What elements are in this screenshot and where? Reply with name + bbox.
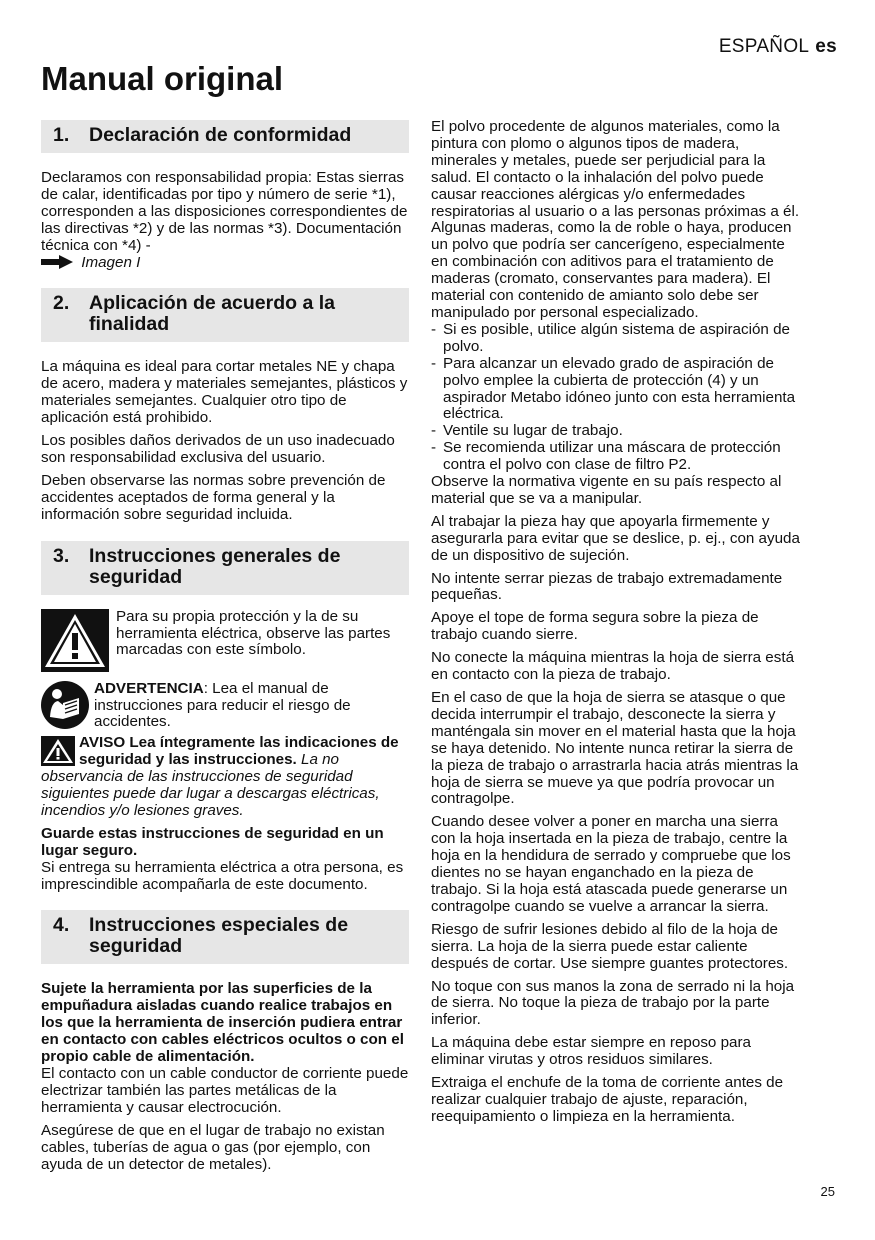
- list-item: - Para alcanzar un elevado grado de aspiración de polvo emplee la cubierta de protección (4) y un aspirador Metabo idóneo junto con esta herramienta eléctrica.: [431, 354, 796, 423]
- image-reference: Imagen I: [81, 253, 141, 271]
- liability-text: Los posibles daños derivados de un uso inadecuado son responsabilidad exclusiva del usuario.: [41, 432, 395, 466]
- section-title: Aplicación de acuerdo a la finalidad: [89, 292, 335, 336]
- section-number: 3.: [53, 544, 70, 567]
- arrow-right-icon: [41, 255, 73, 269]
- section-title: Instrucciones generales de seguridad: [89, 544, 341, 588]
- safety-symbol-note: [41, 609, 409, 672]
- section-heading-2: [41, 288, 409, 342]
- safety-symbol-text: Para su propia protección y la de su herramienta eléctrica, observe las partes marcadas con este símbolo.: [116, 607, 391, 659]
- language-indicator: [719, 36, 837, 58]
- language-name: ESPAÑOL: [718, 36, 810, 57]
- list-item: - Ventile su lugar de trabajo.: [431, 422, 623, 440]
- warning-triangle-icon: [41, 736, 75, 766]
- section-number: 1.: [53, 124, 70, 146]
- intended-use-text: La máquina es ideal para cortar metales NE y chapa de acero, madera y materiales semejantes, plásticos y materiales semejantes. Cualquier otro tipo de aplicación está prohibido.: [41, 358, 408, 427]
- language-code: es: [815, 36, 837, 57]
- blade-injury-text: Riesgo de sufrir lesiones debido al filo de la hoja de sierra. La hoja de la sierra puede estar caliente después de cortar. Use siempre guantes protectores.: [431, 920, 789, 972]
- regulations-note: Observe la normativa vigente en su país respecto al material que se va a manipular.: [431, 473, 782, 507]
- section-heading-3: [41, 541, 409, 595]
- section-heading-1: [41, 120, 409, 153]
- read-manual-warning: [41, 681, 409, 732]
- list-item: - Si es posible, utilice algún sistema de aspiración de polvo.: [431, 320, 790, 355]
- right-column: [431, 119, 803, 1132]
- section-number: 2.: [53, 292, 70, 315]
- page-title: Manual original: [41, 60, 284, 97]
- dust-measures-list: [431, 322, 803, 474]
- workpiece-support-text: Al trabajar la pieza hay que apoyarla firmemente y asegurarla para evitar que se deslice, p. ej., con ayuda de un dispositivo de sujeción.: [431, 512, 800, 564]
- aviso-paragraph: AVISO Lea íntegramente las indicaciones de seguridad y las instrucciones. La no observancia de las instrucciones de seguridad siguientes puede dar lugar a descargas eléctricas, incendios y/o lesiones graves.: [41, 734, 399, 819]
- warning-symbol-icon: [41, 609, 109, 672]
- section-number: 4.: [53, 914, 70, 937]
- restart-text: Cuando desee volver a poner en marcha una sierra con la hoja insertada en la pieza de trabajo, centre la hoja en la hendidura de serrado y compruebe que los dientes no se hayan enganchado en la pieza de trabajo. Si la hoja está atascada puede generarse un contragolpe cuando se vuelve a arrancar la sierra.: [431, 813, 791, 915]
- hands-warning-text: No toque con sus manos la zona de serrado ni la hoja de sierra. No toque la pieza de trabajo por la parte inferior.: [431, 977, 795, 1029]
- section-title: Declaración de conformidad: [89, 124, 352, 146]
- unplug-text: Extraiga el enchufe de la toma de corriente antes de realizar cualquier trabajo de ajuste, reparación, reequipamiento o limpieza en la herramienta.: [431, 1074, 784, 1125]
- read-manual-text: ADVERTENCIA: Lea el manual de instrucciones para reducir el riesgo de accidentes.: [94, 679, 351, 731]
- section-title: Instrucciones especiales de seguridad: [89, 914, 349, 958]
- dust-hazard-text: El polvo procedente de algunos materiales, como la pintura con plomo o algunos tipos de madera, minerales y metales, puede ser perjudicial para la salud. El contacto o la inhalación del polvo puede causar reacciones alérgicas y/o enfermedades respiratorias al usuario o a las personas próximas a él.: [431, 118, 800, 220]
- stop-text: Apoye el tope de forma segura sobre la pieza de trabajo cuando sierre.: [431, 609, 759, 644]
- left-column: [41, 119, 409, 1179]
- read-manual-icon: [41, 681, 89, 729]
- keep-instructions: Guarde estas instrucciones de seguridad en un lugar seguro. Si entrega su herramienta eléctrica a otra persona, es imprescindible acompañarla de este documento.: [41, 824, 404, 893]
- insulated-grip-paragraph: Sujete la herramienta por las superficies de la empuñadura aisladas cuando realice trabajos en los que la herramienta de inserción pudiera entrar en contacto con cables eléctricos ocultos o con el propio cable de alimentación. El contacto con un cable conductor de corriente puede electrizar también las partes metálicas de la herramienta y causar electrocución.: [41, 980, 409, 1116]
- small-pieces-text: No intente serrar piezas de trabajo extremadamente pequeñas.: [431, 569, 783, 604]
- regulations-text: Deben observarse las normas sobre prevención de accidentes aceptados de forma general y la información sobre seguridad incluida.: [41, 471, 386, 523]
- carcinogen-text: Algunas maderas, como la de roble o haya, producen un polvo que podría ser cancerígeno, especialmente en combinación con aditivos para el tratamiento de maderas (cromato, conservantes para madera). El material con contenido de amianto solo debe ser manipulado por personal especializado.: [431, 219, 792, 321]
- conformity-text: Declaramos con responsabilidad propia: Estas sierras de calar, identificadas por tipo y número de serie *1), corresponden a las disposiciones correspondientes de las directivas *2) y de las normas *3). Documentación técnica con *4) - Imagen I: [41, 169, 408, 271]
- list-item: - Se recomienda utilizar una máscara de protección contra el polvo con clase de filtro P2.: [431, 439, 781, 474]
- page-number: 25: [820, 1184, 835, 1199]
- blade-jam-text: En el caso de que la hoja de sierra se atasque o que decida interrumpir el trabajo, desconecte la sierra y manténgala sin mover en el material hasta que la hoja se haya detenido. No intente nunca retirar la sierra de la pieza de trabajo o arrastrarla hacia atrás mientras la hoja de sierra se mueve ya que podría provocar un contragolpe.: [431, 689, 799, 808]
- section-heading-4: [41, 910, 409, 964]
- machine-rest-text: La máquina debe estar siempre en reposo para eliminar virutas y otros residuos similares.: [431, 1034, 751, 1069]
- hidden-cables-paragraph: Asegúrese de que en el lugar de trabajo no existan cables, tuberías de agua o gas (por ejemplo, con ayuda de un detector de metales).: [41, 1121, 385, 1173]
- no-contact-start-text: No conecte la máquina mientras la hoja de sierra está en contacto con la pieza de trabajo.: [431, 649, 795, 684]
